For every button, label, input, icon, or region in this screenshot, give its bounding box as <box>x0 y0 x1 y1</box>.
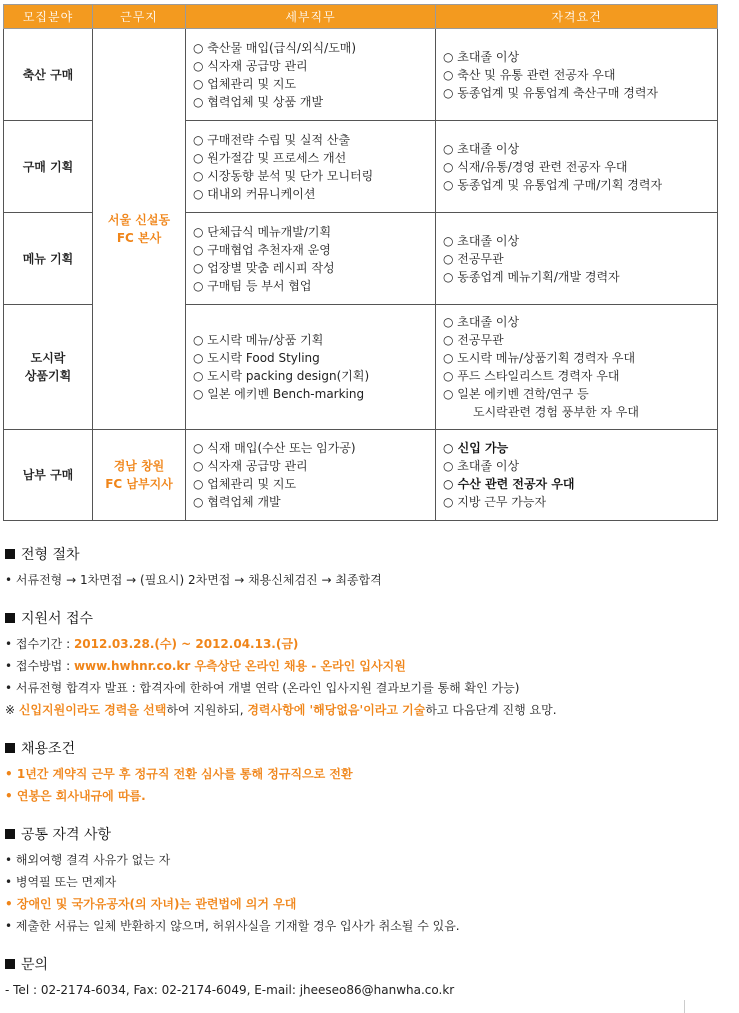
common-line: • 장애인 및 국가유공자(의 자녀)는 관련법에 의거 우대 <box>5 897 297 911</box>
qual-item: ○ 수산 관련 전공자 우대 <box>443 477 575 491</box>
table-row <box>4 29 718 121</box>
method-link[interactable]: www.hwhnr.co.kr 우측상단 온라인 채용 - 온라인 입사지원 <box>73 659 406 673</box>
section-title <box>5 825 730 845</box>
quals-cell <box>436 29 718 121</box>
common-line: • 해외여행 결격 사유가 없는 자 <box>5 853 171 867</box>
job-table <box>3 4 718 521</box>
category-line: 상품기획 <box>24 369 72 383</box>
section-title <box>5 955 730 975</box>
duty-item: ○ 도시락 Food Styling <box>193 351 320 365</box>
category-cell: 구매 기획 <box>4 121 93 213</box>
section-title <box>5 739 730 759</box>
table-header-row <box>4 5 718 29</box>
square-bullet-icon <box>5 743 15 753</box>
note-highlight: 신입지원이라도 경력을 선택 <box>18 703 167 717</box>
header-field: 모집분야 <box>4 5 93 29</box>
location-south-line2: FC 남부지사 <box>105 477 173 491</box>
info-sections <box>5 545 730 1013</box>
duty-item: ○ 협력업체 및 상품 개발 <box>193 94 324 109</box>
location-seoul-line2: FC 본사 <box>116 231 162 245</box>
application-section <box>5 609 730 721</box>
qual-item: ○ 식재/유통/경영 관련 전공자 우대 <box>443 159 628 174</box>
application-method <box>5 655 730 677</box>
quals-cell <box>436 305 718 430</box>
duty-item: ○ 구매팀 등 부서 협업 <box>193 278 312 293</box>
header-location: 근무지 <box>93 5 186 29</box>
qual-item: ○ 신입 가능 <box>443 441 509 455</box>
common-line: • 제출한 서류는 일체 반환하지 않으며, 허위사실을 기재할 경우 입사가 취소될 수 있음. <box>5 919 460 933</box>
location-seoul <box>93 29 186 430</box>
category-cell: 메뉴 기획 <box>4 213 93 305</box>
period-label: • 접수기간 : <box>5 637 74 651</box>
duty-item: ○ 식자재 공급망 관리 <box>193 459 308 473</box>
qual-item: ○ 동종업계 및 유통업계 축산구매 경력자 <box>443 85 659 100</box>
note-text: 하고 다음단계 진행 요망. <box>425 703 557 717</box>
square-bullet-icon <box>5 829 15 839</box>
quals-cell <box>436 430 718 521</box>
application-period <box>5 633 730 655</box>
section-title-text: 전형 절차 <box>21 547 80 563</box>
common-section <box>5 825 730 937</box>
note-mark: ※ <box>5 703 19 717</box>
contact-section <box>5 955 730 1001</box>
conditions-line: • 연봉은 회사내규에 따름. <box>5 789 146 803</box>
table-row <box>4 430 718 521</box>
duty-item: ○ 일본 에키벤 Bench-marking <box>193 387 365 401</box>
qual-item: ○ 초대졸 이상 <box>443 315 520 329</box>
section-title-text: 공통 자격 사항 <box>21 827 112 843</box>
duties-cell <box>186 305 436 430</box>
square-bullet-icon <box>5 613 15 623</box>
qual-item: ○ 도시락 메뉴/상품기획 경력자 우대 <box>443 351 636 365</box>
period-value: 2012.03.28.(수) ~ 2012.04.13.(금) <box>73 637 299 651</box>
duty-item: ○ 구매협업 추천자재 운영 <box>193 242 331 257</box>
qual-item: ○ 지방 근무 가능자 <box>443 495 547 509</box>
duty-item: ○ 식자재 공급망 관리 <box>193 58 308 73</box>
square-bullet-icon <box>5 959 15 969</box>
duty-item: ○ 구매전략 수립 및 실적 산출 <box>193 132 351 147</box>
duty-item: ○ 축산물 매입(급식/외식/도매) <box>193 40 357 55</box>
note-highlight: 경력사항에 '해당없음'이라고 기술 <box>247 703 426 717</box>
application-note <box>5 699 730 721</box>
square-bullet-icon <box>5 549 15 559</box>
method-label: • 접수방법 : <box>5 659 74 673</box>
duties-cell <box>186 213 436 305</box>
quals-cell <box>436 213 718 305</box>
note-text: 하여 지원하되, <box>166 703 248 717</box>
qual-item: ○ 초대졸 이상 <box>443 141 520 156</box>
duty-item: ○ 업체관리 및 지도 <box>193 477 297 491</box>
section-title-text: 채용조건 <box>21 741 76 757</box>
location-south-line1: 경남 창원 <box>113 459 165 473</box>
process-section <box>5 545 730 591</box>
qual-item: ○ 전공무관 <box>443 251 504 266</box>
header-qualifications: 자격요건 <box>436 5 718 29</box>
duties-cell <box>186 29 436 121</box>
qual-item: ○ 일본 에키벤 견학/연구 등 <box>443 387 589 401</box>
section-title-text: 문의 <box>21 957 49 973</box>
qual-item: ○ 초대졸 이상 <box>443 459 520 473</box>
section-title <box>5 609 730 629</box>
qual-item: ○ 초대졸 이상 <box>443 49 520 64</box>
process-line: • 서류전형 → 1차면접 → (필요시) 2차면접 → 채용신체검진 → 최종합격 <box>5 573 382 587</box>
category-cell: 남부 구매 <box>4 430 93 521</box>
category-line: 도시락 <box>30 351 66 365</box>
duty-item: ○ 도시락 메뉴/상품 기획 <box>193 333 324 347</box>
section-title <box>5 545 730 565</box>
header-duties: 세부직무 <box>186 5 436 29</box>
common-line: • 병역필 또는 면제자 <box>5 875 117 889</box>
qual-item: ○ 축산 및 유통 관련 전공자 우대 <box>443 67 616 82</box>
qual-item: ○ 푸드 스타일리스트 경력자 우대 <box>443 369 620 383</box>
duty-item: ○ 원가절감 및 프로세스 개선 <box>193 150 347 165</box>
category-cell <box>4 305 93 430</box>
category-cell: 축산 구매 <box>4 29 93 121</box>
qual-item: ○ 동종업계 및 유통업계 구매/기획 경력자 <box>443 177 663 192</box>
duties-cell <box>186 121 436 213</box>
conditions-section <box>5 739 730 807</box>
duty-item: ○ 단체급식 메뉴개발/기획 <box>193 224 332 239</box>
duty-item: ○ 도시락 packing design(기획) <box>193 369 370 383</box>
divider <box>684 1000 685 1013</box>
qual-item: ○ 동종업계 메뉴기획/개발 경력자 <box>443 269 620 284</box>
contact-line: - Tel : 02-2174-6034, Fax: 02-2174-6049, E-mail: jheeseo86@hanwha.co.kr <box>5 983 455 997</box>
duty-item: ○ 업장별 맞춤 레시피 작성 <box>193 260 335 275</box>
duty-item: ○ 시장동향 분석 및 단가 모니터링 <box>193 168 374 183</box>
qual-item: ○ 전공무관 <box>443 333 504 347</box>
duty-item: ○ 식재 매입(수산 또는 임가공) <box>193 441 356 455</box>
duty-item: ○ 협력업체 개발 <box>193 495 281 509</box>
duty-item: ○ 업체관리 및 지도 <box>193 76 297 91</box>
section-title-text: 지원서 접수 <box>21 611 94 627</box>
duties-cell <box>186 430 436 521</box>
qual-item: 도시락관련 경험 풍부한 자 우대 <box>473 405 639 419</box>
quals-cell <box>436 121 718 213</box>
conditions-line: • 1년간 계약직 근무 후 정규직 전환 심사를 통해 정규직으로 전환 <box>5 767 353 781</box>
application-announce: • 서류전형 합격자 발표 : 합격자에 한하여 개별 연락 (온라인 입사지원 결과보기를 통해 확인 가능) <box>5 681 520 695</box>
qual-item: ○ 초대졸 이상 <box>443 233 520 248</box>
duty-item: ○ 대내외 커뮤니케이션 <box>193 186 316 201</box>
location-south <box>93 430 186 521</box>
location-seoul-line1: 서울 신설동 <box>107 213 171 227</box>
